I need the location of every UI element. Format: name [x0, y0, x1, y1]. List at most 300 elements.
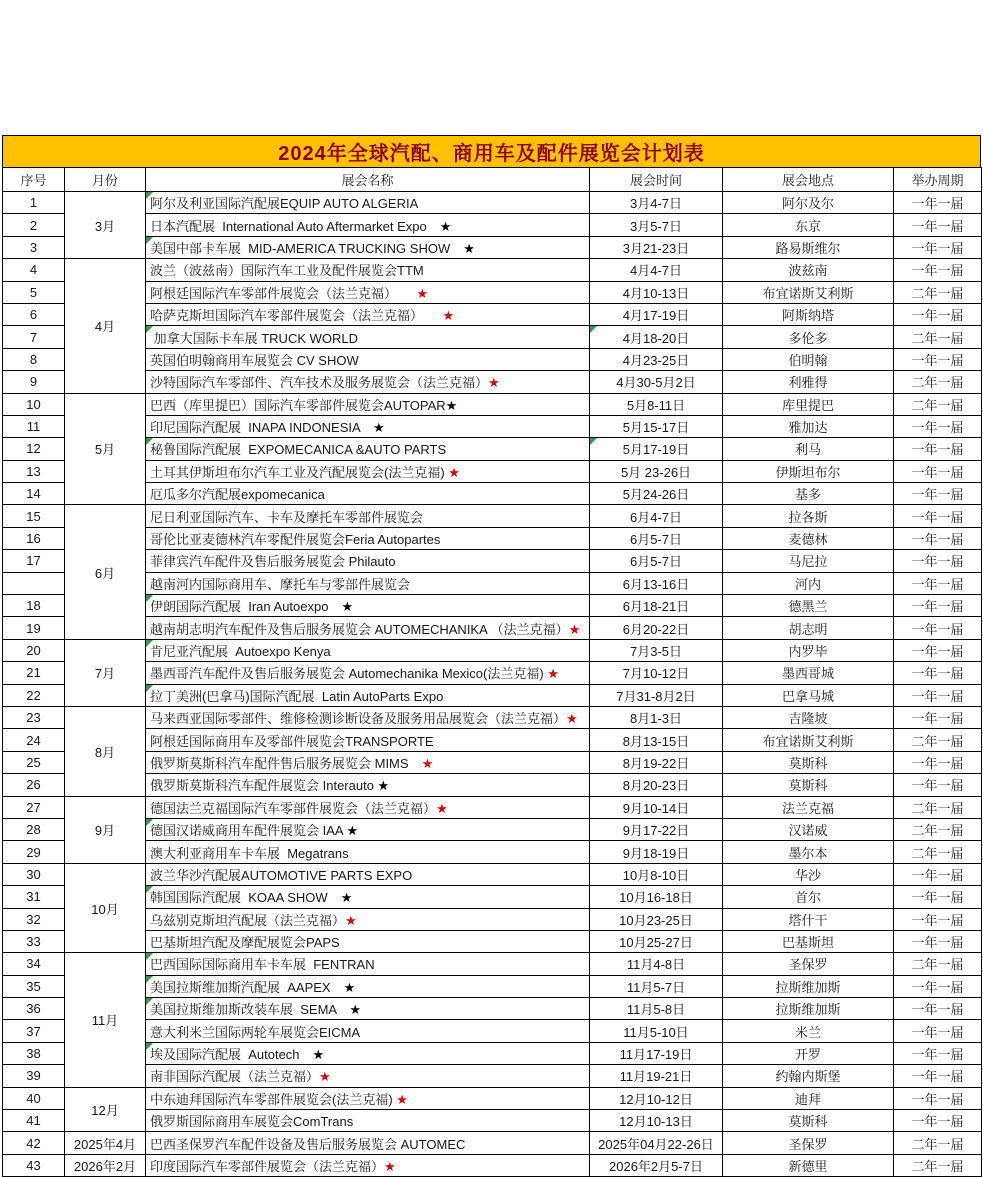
location-cell: 新德里 — [723, 1154, 894, 1176]
location-cell: 拉各斯 — [723, 505, 894, 527]
date-cell: 5月 23-26日 — [590, 460, 723, 482]
table-header-row — [3, 168, 982, 192]
date-cell: 3月5-7日 — [590, 214, 723, 236]
star-icon: ★ — [341, 599, 354, 615]
period-cell: 二年一届 — [894, 729, 982, 751]
col-header-place: 展会地点 — [723, 168, 894, 192]
row-number-cell: 30 — [3, 863, 65, 885]
period-cell: 一年一届 — [894, 639, 982, 661]
exhibition-name-cell comment-marker-icon — [146, 192, 590, 214]
exhibition-name: 尼日利亚国际汽车、卡车及摩托车零部件展览会 — [150, 509, 424, 525]
exhibition-name-cell comment-marker-icon — [146, 953, 590, 975]
star-icon: ★ — [463, 240, 475, 256]
star-icon: ★ — [372, 420, 385, 436]
table-row — [3, 930, 982, 952]
row-number-cell: 14 — [3, 483, 65, 505]
location-cell: 圣保罗 — [723, 953, 894, 975]
location-cell: 墨西哥城 — [723, 662, 894, 684]
exhibition-name-cell — [146, 796, 590, 818]
row-number-cell: 3 — [3, 236, 65, 258]
row-number-cell: 12 — [3, 438, 65, 460]
date-cell: 2025年04月22-26日 — [590, 1132, 723, 1154]
date-cell: 4月10-13日 — [590, 281, 723, 303]
row-number-cell: 28 — [3, 818, 65, 840]
exhibition-name: 沙特国际汽车零部件、汽车技术及服务展览会（法兰克福） — [150, 375, 489, 391]
location-cell: 莫斯科 — [723, 751, 894, 773]
star-icon: ★ — [377, 778, 390, 794]
exhibition-name: 美国拉斯维加斯改装车展 SEMA — [150, 1002, 350, 1018]
exhibition-name-cell — [146, 303, 590, 325]
row-number-cell: 9 — [3, 371, 65, 393]
exhibition-name: 巴西国际国际商用车卡车展 FENTRAN — [150, 957, 375, 973]
exhibition-name: 波兰华沙汽配展AUTOMOTIVE PARTS EXPO — [150, 867, 413, 883]
exhibition-name-cell — [146, 460, 590, 482]
period-cell: 一年一届 — [894, 460, 982, 482]
date-cell: 9月10-14日 — [590, 796, 723, 818]
row-number-cell: 11 — [3, 415, 65, 437]
month-cell: 12月 — [65, 1087, 146, 1132]
exhibition-name: 加拿大国际卡车展 TRUCK WORLD — [150, 330, 359, 346]
table-row — [3, 505, 982, 527]
location-cell: 路易斯维尔 — [723, 236, 894, 258]
location-cell: 拉斯维加斯 — [723, 998, 894, 1020]
exhibition-name-cell — [146, 729, 590, 751]
table-row — [3, 595, 982, 617]
exhibition-name: 中东迪拜国际汽车零部件展览会(法兰克福) — [150, 1091, 397, 1107]
star-icon: ★ — [319, 1069, 331, 1085]
exhibition-name-cell comment-marker-icon — [146, 1042, 590, 1064]
exhibition-name: 阿根廷国际商用车及零部件展览会TRANSPORTE — [150, 733, 434, 749]
exhibition-name: 印尼国际汽配展 INAPA INDONESIA — [150, 420, 373, 436]
row-number-cell: 34 — [3, 953, 65, 975]
star-icon: ★ — [384, 1158, 396, 1174]
date-cell: 12月10-12日 — [590, 1087, 723, 1109]
exhibition-name: 波兰（波兹南）国际汽车工业及配件展览会TTM — [150, 263, 424, 279]
period-cell: 一年一届 — [894, 348, 982, 370]
table-row — [3, 572, 982, 594]
col-header-period: 举办周期 — [894, 168, 982, 192]
row-number-cell: 24 — [3, 729, 65, 751]
star-icon: ★ — [346, 823, 359, 839]
exhibition-name-cell — [146, 617, 590, 639]
period-cell: 一年一届 — [894, 1042, 982, 1064]
row-number-cell: 42 — [3, 1132, 65, 1154]
star-icon: ★ — [547, 666, 559, 682]
col-header-month: 月份 — [65, 168, 146, 192]
date-cell: 10月23-25日 — [590, 908, 723, 930]
table-row — [3, 886, 982, 908]
period-cell: 二年一届 — [894, 841, 982, 863]
table-row — [3, 483, 982, 505]
exhibition-name-cell comment-marker-icon — [146, 886, 590, 908]
table-row — [3, 415, 982, 437]
period-cell: 一年一届 — [894, 415, 982, 437]
table-row — [3, 393, 982, 415]
date-cell: 6月5-7日 — [590, 527, 723, 549]
date-cell: 7月31-8月2日 — [590, 684, 723, 706]
period-cell: 一年一届 — [894, 908, 982, 930]
row-number-cell: 23 — [3, 706, 65, 728]
location-cell: 利马 — [723, 438, 894, 460]
location-cell: 东京 — [723, 214, 894, 236]
exhibition-name: 俄罗斯国际商用车展览会ComTrans — [150, 1114, 354, 1130]
month-cell: 4月 — [65, 259, 146, 393]
location-cell: 莫斯科 — [723, 774, 894, 796]
date-cell: 6月13-16日 — [590, 572, 723, 594]
location-cell: 华沙 — [723, 863, 894, 885]
location-cell: 伊斯坦布尔 — [723, 460, 894, 482]
exhibition-name-cell — [146, 281, 590, 303]
date-cell: 5月17-19日 — [590, 438, 723, 460]
location-cell: 圣保罗 — [723, 1132, 894, 1154]
location-cell: 胡志明 — [723, 617, 894, 639]
exhibition-name: 墨西哥汽车配件及售后服务展览会 Automechanika Mexico(法兰克福) — [150, 666, 548, 682]
row-number-cell: 13 — [3, 460, 65, 482]
exhibition-name-cell — [146, 1065, 590, 1087]
date-cell: 3月21-23日 — [590, 236, 723, 258]
location-cell: 马尼拉 — [723, 550, 894, 572]
date-cell: 10月16-18日 — [590, 886, 723, 908]
row-number-cell: 41 — [3, 1110, 65, 1132]
row-number-cell: 15 — [3, 505, 65, 527]
location-cell: 多伦多 — [723, 326, 894, 348]
row-number-cell: 33 — [3, 930, 65, 952]
exhibition-name-cell — [146, 348, 590, 370]
exhibition-schedule-sheet — [2, 135, 981, 1177]
table-row — [3, 1020, 982, 1042]
exhibition-name: 伊朗国际汽配展 Iran Autoexpo — [150, 599, 342, 615]
exhibition-name-cell — [146, 393, 590, 415]
period-cell: 二年一届 — [894, 953, 982, 975]
table-row — [3, 953, 982, 975]
location-cell: 阿尔及尔 — [723, 192, 894, 214]
col-header-time: 展会时间 — [590, 168, 723, 192]
date-cell: 4月18-20日 — [590, 326, 723, 348]
exhibition-name: 马来西亚国际零部件、维修检测诊断设备及服务用品展览会（法兰克福） — [150, 711, 567, 727]
star-icon: ★ — [421, 755, 434, 771]
location-cell: 巴拿马城 — [723, 684, 894, 706]
exhibition-name-cell — [146, 1087, 590, 1109]
month-cell: 10月 — [65, 863, 146, 953]
period-cell: 一年一届 — [894, 684, 982, 706]
table-row — [3, 214, 982, 236]
period-cell: 一年一届 — [894, 1065, 982, 1087]
exhibition-table — [2, 167, 982, 1177]
table-row — [3, 326, 982, 348]
location-cell: 布宜诺斯艾利斯 — [723, 281, 894, 303]
date-cell: 8月20-23日 — [590, 774, 723, 796]
exhibition-name: 埃及国际汽配展 Autotech — [150, 1047, 313, 1063]
star-icon: ★ — [396, 1091, 408, 1107]
date-cell: 7月3-5日 — [590, 639, 723, 661]
period-cell: 二年一届 — [894, 1154, 982, 1176]
exhibition-name-cell — [146, 751, 590, 773]
table-row — [3, 841, 982, 863]
date-cell: 7月10-12日 — [590, 662, 723, 684]
period-cell: 二年一届 — [894, 1132, 982, 1154]
date-cell: 6月18-21日 — [590, 595, 723, 617]
exhibition-name-cell — [146, 1132, 590, 1154]
exhibition-name-cell comment-marker-icon — [146, 818, 590, 840]
location-cell: 内罗毕 — [723, 639, 894, 661]
row-number-cell: 10 — [3, 393, 65, 415]
location-cell: 拉斯维加斯 — [723, 975, 894, 997]
table-row — [3, 684, 982, 706]
date-cell: 9月18-19日 — [590, 841, 723, 863]
exhibition-name: 阿尔及利亚国际汽配展EQUIP AUTO ALGERIA — [150, 196, 419, 212]
exhibition-name: 阿根廷国际汽车零部件展览会（法兰克福） — [150, 285, 417, 301]
row-number-cell: 22 — [3, 684, 65, 706]
month-cell: 5月 — [65, 393, 146, 505]
star-icon: ★ — [445, 397, 458, 413]
table-row — [3, 908, 982, 930]
date-cell: 3月4-7日 — [590, 192, 723, 214]
period-cell: 一年一届 — [894, 1110, 982, 1132]
location-cell: 首尔 — [723, 886, 894, 908]
location-cell: 库里提巴 — [723, 393, 894, 415]
star-icon: ★ — [566, 711, 578, 727]
period-cell: 一年一届 — [894, 1087, 982, 1109]
date-cell: 5月15-17日 — [590, 415, 723, 437]
exhibition-name: 土耳其伊斯坦布尔汽车工业及汽配展览会(法兰克福) — [150, 464, 449, 480]
table-row — [3, 1087, 982, 1109]
location-cell: 莫斯科 — [723, 1110, 894, 1132]
row-number-cell: 43 — [3, 1154, 65, 1176]
location-cell: 德黑兰 — [723, 595, 894, 617]
date-cell: 9月17-22日 — [590, 818, 723, 840]
location-cell: 基多 — [723, 483, 894, 505]
table-row — [3, 281, 982, 303]
exhibition-name-cell — [146, 774, 590, 796]
row-number-cell: 2 — [3, 214, 65, 236]
table-row — [3, 550, 982, 572]
row-number-cell: 8 — [3, 348, 65, 370]
table-row — [3, 975, 982, 997]
location-cell: 布宜诺斯艾利斯 — [723, 729, 894, 751]
table-row — [3, 192, 982, 214]
period-cell: 二年一届 — [894, 281, 982, 303]
row-number-cell: 16 — [3, 527, 65, 549]
exhibition-name-cell — [146, 863, 590, 885]
period-cell: 一年一届 — [894, 751, 982, 773]
row-number-cell: 39 — [3, 1065, 65, 1087]
star-icon: ★ — [343, 979, 356, 995]
table-row — [3, 371, 982, 393]
month-cell: 2026年2月 — [65, 1154, 146, 1176]
row-number-cell: 35 — [3, 975, 65, 997]
date-cell: 11月5-10日 — [590, 1020, 723, 1042]
page-title: 2024年全球汽配、商用车及配件展览会计划表 — [2, 135, 981, 167]
table-row — [3, 751, 982, 773]
exhibition-name: 俄罗斯莫斯科汽车配件展览会 Interauto — [150, 778, 378, 794]
row-number-cell: 26 — [3, 774, 65, 796]
row-number-cell: 27 — [3, 796, 65, 818]
location-cell: 伯明翰 — [723, 348, 894, 370]
col-header-name: 展会名称 — [146, 168, 590, 192]
location-cell: 米兰 — [723, 1020, 894, 1042]
exhibition-name-cell — [146, 706, 590, 728]
star-icon: ★ — [436, 800, 448, 816]
exhibition-name: 意大利米兰国际两轮车展览会EICMA — [150, 1024, 361, 1040]
date-cell: 11月5-7日 — [590, 975, 723, 997]
exhibition-name: 英国伯明翰商用车展览会 CV SHOW — [150, 352, 359, 368]
exhibition-name-cell — [146, 1110, 590, 1132]
period-cell: 二年一届 — [894, 326, 982, 348]
location-cell: 汉诺威 — [723, 818, 894, 840]
exhibition-name-cell — [146, 371, 590, 393]
exhibition-name-cell comment-marker-icon — [146, 639, 590, 661]
exhibition-name: 韩国国际汽配展 KOAA SHOW — [150, 890, 341, 906]
exhibition-name-cell — [146, 505, 590, 527]
row-number-cell: 7 — [3, 326, 65, 348]
month-cell: 2025年4月 — [65, 1132, 146, 1154]
row-number-cell: 32 — [3, 908, 65, 930]
month-cell: 8月 — [65, 706, 146, 796]
exhibition-name-cell comment-marker-icon — [146, 595, 590, 617]
date-cell: 10月8-10日 — [590, 863, 723, 885]
exhibition-name-cell — [146, 259, 590, 281]
row-number-cell: 4 — [3, 259, 65, 281]
row-number-cell: 31 — [3, 886, 65, 908]
month-cell: 9月 — [65, 796, 146, 863]
exhibition-name-cell — [146, 572, 590, 594]
exhibition-name-cell comment-marker-icon — [146, 998, 590, 1020]
location-cell: 吉隆坡 — [723, 706, 894, 728]
date-cell: 6月20-22日 — [590, 617, 723, 639]
exhibition-name: 秘鲁国际汽配展 EXPOMECANICA &AUTO PARTS — [150, 442, 447, 458]
star-icon: ★ — [340, 890, 353, 906]
date-cell: 4月23-25日 — [590, 348, 723, 370]
col-header-no: 序号 — [3, 168, 65, 192]
date-cell: 11月19-21日 — [590, 1065, 723, 1087]
location-cell: 雅加达 — [723, 415, 894, 437]
row-number-cell: 36 — [3, 998, 65, 1020]
location-cell: 河内 — [723, 572, 894, 594]
exhibition-name: 美国拉斯维加斯汽配展 AAPEX — [150, 979, 344, 995]
month-cell: 6月 — [65, 505, 146, 639]
period-cell: 一年一届 — [894, 930, 982, 952]
month-cell: 3月 — [65, 192, 146, 259]
table-row — [3, 662, 982, 684]
table-row — [3, 460, 982, 482]
period-cell: 二年一届 — [894, 371, 982, 393]
period-cell: 一年一届 — [894, 505, 982, 527]
period-cell: 一年一届 — [894, 259, 982, 281]
period-cell: 二年一届 — [894, 818, 982, 840]
row-number-cell: 5 — [3, 281, 65, 303]
period-cell: 一年一届 — [894, 998, 982, 1020]
star-icon: ★ — [439, 218, 452, 234]
table-row — [3, 998, 982, 1020]
exhibition-name: 巴西（库里提巴）国际汽车零部件展览会AUTOPAR — [150, 397, 446, 413]
exhibition-name: 乌兹别克斯坦汽配展（法兰克福） — [150, 912, 346, 928]
exhibition-name: 越南河内国际商用车、摩托车与零部件展览会 — [150, 576, 411, 592]
period-cell: 一年一届 — [894, 192, 982, 214]
star-icon: ★ — [416, 285, 429, 301]
row-number-cell: 1 — [3, 192, 65, 214]
star-icon: ★ — [312, 1047, 325, 1063]
date-cell: 5月24-26日 — [590, 483, 723, 505]
date-cell: 6月5-7日 — [590, 550, 723, 572]
location-cell: 法兰克福 — [723, 796, 894, 818]
exhibition-name-cell comment-marker-icon — [146, 975, 590, 997]
period-cell: 二年一届 — [894, 796, 982, 818]
exhibition-name-cell — [146, 1020, 590, 1042]
date-cell: 12月10-13日 — [590, 1110, 723, 1132]
date-cell: 2026年2月5-7日 — [590, 1154, 723, 1176]
exhibition-name: 俄罗斯莫斯科汽车配件售后服务展览会 MIMS — [150, 755, 422, 771]
table-row — [3, 818, 982, 840]
row-number-cell: 25 — [3, 751, 65, 773]
star-icon: ★ — [345, 912, 357, 928]
exhibition-name: 巴基斯坦汽配及摩配展览会PAPS — [150, 935, 340, 951]
exhibition-name-cell — [146, 550, 590, 572]
exhibition-name: 哈萨克斯坦国际汽车零部件展览会（法兰克福） — [150, 308, 443, 324]
star-icon: ★ — [349, 1002, 362, 1018]
exhibition-name: 哥伦比亚麦德林汽车零配件展览会Feria Autopartes — [150, 532, 441, 548]
table-row — [3, 236, 982, 258]
date-cell: 4月4-7日 — [590, 259, 723, 281]
date-cell: 6月4-7日 — [590, 505, 723, 527]
table-row — [3, 863, 982, 885]
table-row — [3, 1132, 982, 1154]
star-icon: ★ — [442, 308, 455, 324]
period-cell: 一年一届 — [894, 483, 982, 505]
exhibition-name: 德国法兰克福国际汽车零部件展览会（法兰克福） — [150, 800, 437, 816]
star-icon: ★ — [448, 464, 460, 480]
exhibition-name-cell — [146, 908, 590, 930]
period-cell: 一年一届 — [894, 550, 982, 572]
exhibition-name: 日本汽配展 International Auto Aftermarket Expo — [150, 218, 440, 234]
period-cell: 一年一届 — [894, 774, 982, 796]
location-cell: 麦德林 — [723, 527, 894, 549]
date-cell: 8月13-15日 — [590, 729, 723, 751]
date-cell: 11月5-8日 — [590, 998, 723, 1020]
exhibition-name-cell — [146, 415, 590, 437]
location-cell: 波兹南 — [723, 259, 894, 281]
table-row — [3, 303, 982, 325]
date-cell: 4月17-19日 — [590, 303, 723, 325]
row-number-cell: 37 — [3, 1020, 65, 1042]
row-number-cell: 21 — [3, 662, 65, 684]
star-icon: ★ — [488, 375, 500, 391]
exhibition-name-cell — [146, 527, 590, 549]
date-cell: 4月30-5月2日 — [590, 371, 723, 393]
table-row — [3, 1110, 982, 1132]
table-row — [3, 259, 982, 281]
table-row — [3, 1154, 982, 1176]
date-cell: 5月8-11日 — [590, 393, 723, 415]
exhibition-name-cell — [146, 214, 590, 236]
row-number-cell: 20 — [3, 639, 65, 661]
location-cell: 约翰内斯堡 — [723, 1065, 894, 1087]
location-cell: 迪拜 — [723, 1087, 894, 1109]
location-cell: 塔什干 — [723, 908, 894, 930]
exhibition-name: 南非国际汽配展（法兰克福） — [150, 1069, 320, 1085]
exhibition-name-cell — [146, 1154, 590, 1176]
period-cell: 一年一届 — [894, 572, 982, 594]
period-cell: 一年一届 — [894, 706, 982, 728]
exhibition-name: 德国汉诺威商用车配件展览会 IAA — [150, 823, 347, 839]
date-cell: 8月19-22日 — [590, 751, 723, 773]
exhibition-name-cell — [146, 930, 590, 952]
month-cell: 11月 — [65, 953, 146, 1087]
row-number-cell: 29 — [3, 841, 65, 863]
period-cell: 一年一届 — [894, 595, 982, 617]
row-number-cell — [3, 572, 65, 594]
date-cell: 11月4-8日 — [590, 953, 723, 975]
table-row — [3, 617, 982, 639]
